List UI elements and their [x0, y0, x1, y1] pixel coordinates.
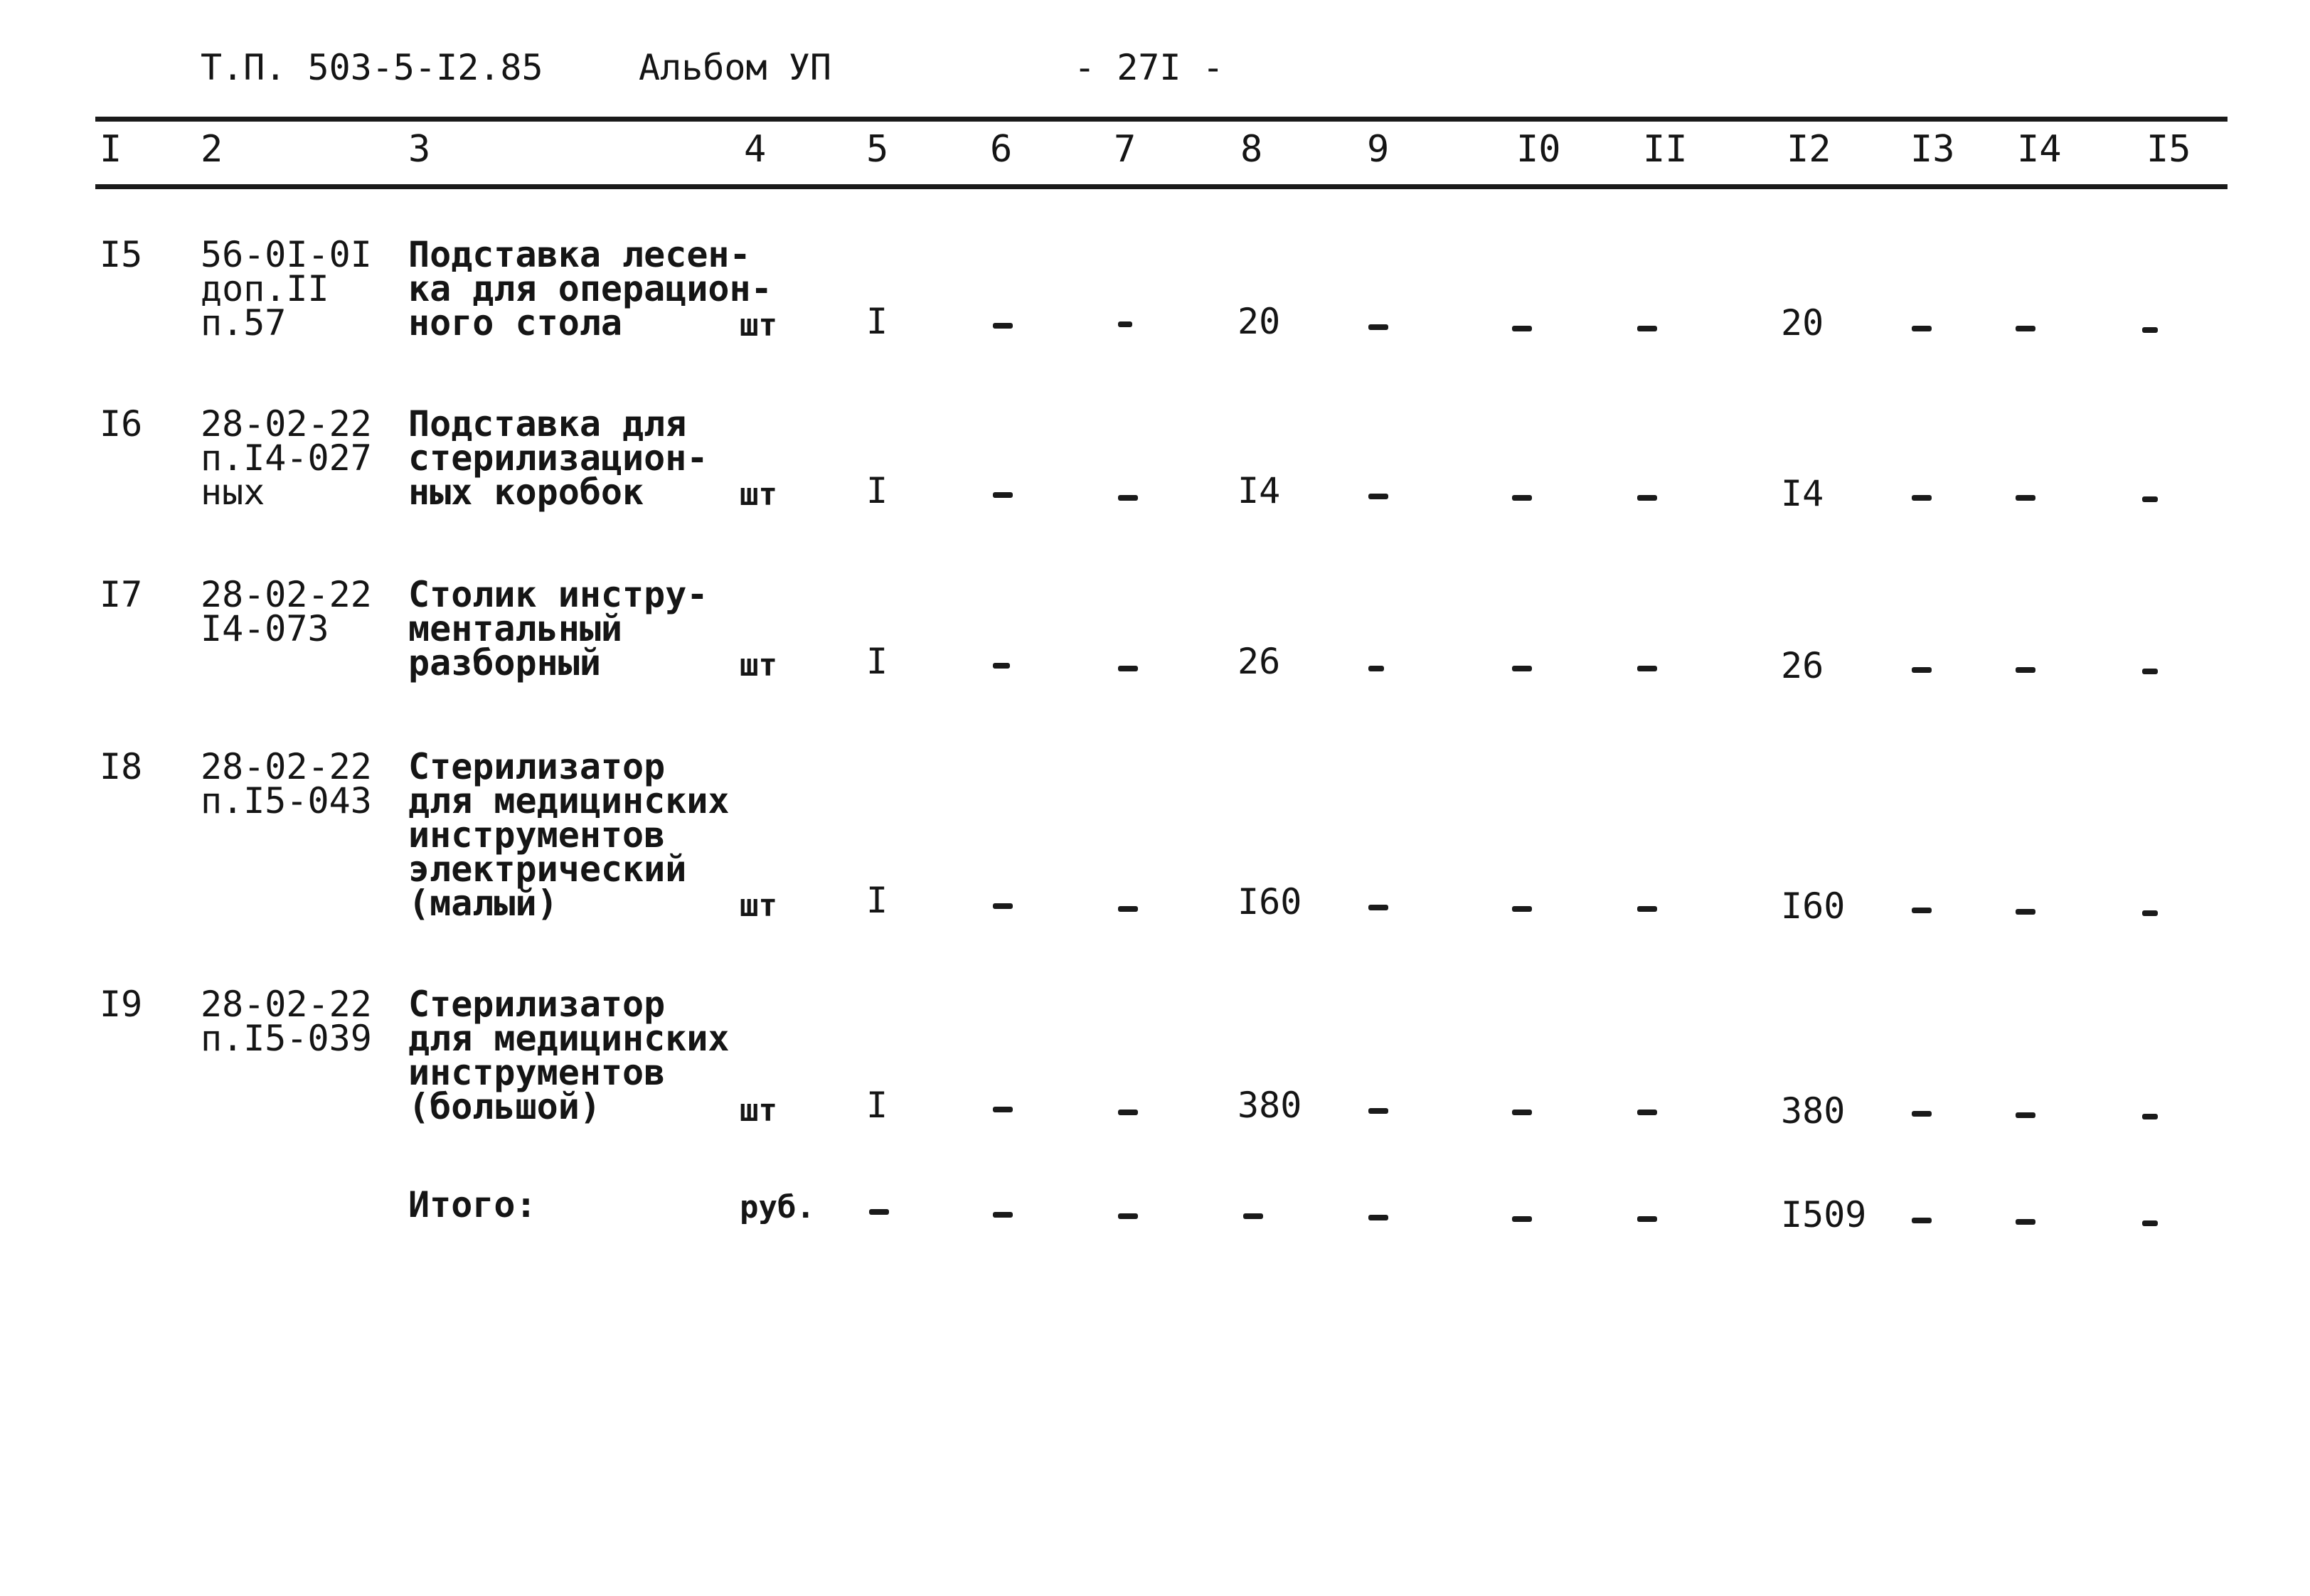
dash	[1912, 1218, 1932, 1223]
code-line: 28-02-22	[201, 574, 372, 615]
dash	[1912, 326, 1932, 331]
dash	[2142, 669, 2158, 674]
column-number-row	[0, 128, 2310, 178]
unit: шт	[740, 888, 777, 924]
name-line: Стерилизатор	[408, 746, 666, 787]
dash	[2016, 326, 2035, 331]
dash	[2142, 1220, 2158, 1226]
column-number: 3	[408, 128, 431, 171]
code-line: 28-02-22	[201, 746, 372, 787]
dash	[1512, 1110, 1532, 1115]
name-line: электрический	[408, 848, 687, 890]
row-name	[408, 984, 730, 1127]
name-line: ка для операцион-	[408, 268, 772, 309]
total-value: I509	[1781, 1194, 1867, 1235]
code-line: доп.II	[201, 268, 329, 309]
dash	[2016, 909, 2035, 915]
quantity: I	[866, 641, 888, 682]
name-line: разборный	[408, 642, 601, 683]
dash	[1118, 906, 1138, 912]
name-line: ного стола	[408, 302, 623, 344]
document-code: Т.П. 503-5-I2.85	[201, 47, 543, 88]
dash	[993, 492, 1013, 498]
unit: шт	[740, 477, 777, 513]
column-number: I0	[1516, 128, 1561, 171]
row-code	[201, 574, 372, 649]
col8-value: I4	[1238, 470, 1281, 511]
unit: шт	[740, 1092, 777, 1129]
dash	[1637, 495, 1657, 501]
col8-value: 380	[1238, 1085, 1302, 1126]
code-line: 56-0I-0I	[201, 234, 372, 275]
page-header	[0, 47, 2310, 97]
dash	[1368, 1215, 1388, 1220]
column-number: 6	[990, 128, 1013, 171]
dash	[1368, 324, 1388, 330]
dash	[1368, 1108, 1388, 1114]
dash	[2142, 910, 2158, 916]
dash	[1912, 667, 1932, 673]
row-code	[201, 403, 372, 513]
name-line: Подставка для	[408, 403, 687, 445]
dash	[2016, 667, 2035, 673]
code-line: I4-073	[201, 608, 329, 649]
row-number: I5	[100, 234, 143, 275]
dash	[1368, 905, 1388, 910]
column-number: I3	[1910, 128, 1955, 171]
dash	[1637, 666, 1657, 671]
name-line: ментальный	[408, 608, 623, 649]
dash	[1118, 321, 1132, 327]
dash	[1243, 1213, 1263, 1219]
column-number: 9	[1367, 128, 1390, 171]
dash	[993, 663, 1010, 669]
column-number: 4	[744, 128, 767, 171]
name-line: Подставка лесен-	[408, 234, 751, 275]
dash	[1512, 1216, 1532, 1222]
col12-value: I60	[1781, 885, 1846, 927]
dash	[1637, 326, 1657, 331]
code-line: п.I5-043	[201, 780, 372, 821]
column-number: I	[100, 128, 122, 171]
name-line: для медицинских	[408, 780, 730, 821]
name-line: инструментов	[408, 1052, 666, 1093]
row-name	[408, 403, 708, 513]
row-name	[408, 574, 708, 683]
dash	[1512, 495, 1532, 501]
dash	[1512, 666, 1532, 671]
dash	[869, 1209, 889, 1215]
unit: шт	[740, 307, 777, 344]
dash	[1118, 495, 1138, 501]
row-number: I7	[100, 574, 143, 615]
col12-value: 26	[1781, 645, 1824, 686]
row-number: I6	[100, 403, 143, 445]
col8-value: 26	[1238, 641, 1281, 682]
dash	[993, 1212, 1013, 1218]
dash	[1368, 494, 1388, 499]
dash	[993, 323, 1013, 329]
dash	[1118, 1110, 1138, 1115]
col8-value: 20	[1238, 301, 1281, 342]
row-code	[201, 234, 372, 344]
column-number: 7	[1114, 128, 1137, 171]
row-name	[408, 234, 772, 344]
row-number: I9	[100, 984, 143, 1025]
name-line: ных коробок	[408, 472, 644, 513]
column-number: I4	[2017, 128, 2062, 171]
dash	[1118, 666, 1138, 671]
table-header-rule	[95, 184, 2228, 189]
dash	[1912, 908, 1932, 913]
quantity: I	[866, 1085, 888, 1126]
row-number: I8	[100, 746, 143, 787]
dash	[1912, 1111, 1932, 1117]
name-line: Столик инстру-	[408, 574, 708, 615]
name-line: Стерилизатор	[408, 984, 666, 1025]
dash	[1637, 1110, 1657, 1115]
name-line: инструментов	[408, 814, 666, 856]
dash	[2142, 1114, 2158, 1119]
code-line: п.I5-039	[201, 1018, 372, 1059]
column-number: 8	[1240, 128, 1263, 171]
code-line: 28-02-22	[201, 403, 372, 445]
total-unit: руб.	[740, 1189, 815, 1225]
name-line: (большой)	[408, 1086, 601, 1127]
row-name	[408, 746, 730, 924]
code-line: п.57	[201, 302, 287, 344]
code-line: ных	[201, 472, 265, 513]
quantity: I	[866, 301, 888, 342]
column-number: I2	[1787, 128, 1831, 171]
total-label: Итого:	[408, 1184, 537, 1225]
dash	[1368, 666, 1384, 671]
quantity: I	[866, 880, 888, 921]
dash	[2016, 1112, 2035, 1118]
dash	[2142, 496, 2158, 502]
dash	[1637, 906, 1657, 912]
dash	[1637, 1216, 1657, 1222]
page-number: - 27I -	[1074, 47, 1224, 88]
col8-value: I60	[1238, 881, 1302, 922]
col12-value: 20	[1781, 302, 1824, 344]
column-number: 2	[201, 128, 223, 171]
unit: шт	[740, 647, 777, 683]
col12-value: 380	[1781, 1090, 1846, 1132]
name-line: (малый)	[408, 883, 558, 924]
col12-value: I4	[1781, 473, 1824, 514]
dash	[993, 903, 1013, 909]
code-line: 28-02-22	[201, 984, 372, 1025]
table-top-rule	[95, 117, 2228, 122]
album-label: Альбом УП	[639, 47, 831, 88]
dash	[1512, 326, 1532, 331]
name-line: стерилизацион-	[408, 437, 708, 479]
dash	[1512, 906, 1532, 912]
dash	[1118, 1213, 1138, 1219]
row-code	[201, 984, 372, 1059]
dash	[2016, 495, 2035, 501]
column-number: 5	[866, 128, 889, 171]
row-code	[201, 746, 372, 821]
dash	[2142, 327, 2158, 333]
dash	[2016, 1219, 2035, 1225]
name-line: для медицинских	[408, 1018, 730, 1059]
code-line: п.I4-027	[201, 437, 372, 479]
dash	[1912, 495, 1932, 501]
dash	[993, 1107, 1013, 1112]
column-number: I5	[2146, 128, 2191, 171]
column-number: II	[1643, 128, 1688, 171]
quantity: I	[866, 470, 888, 511]
